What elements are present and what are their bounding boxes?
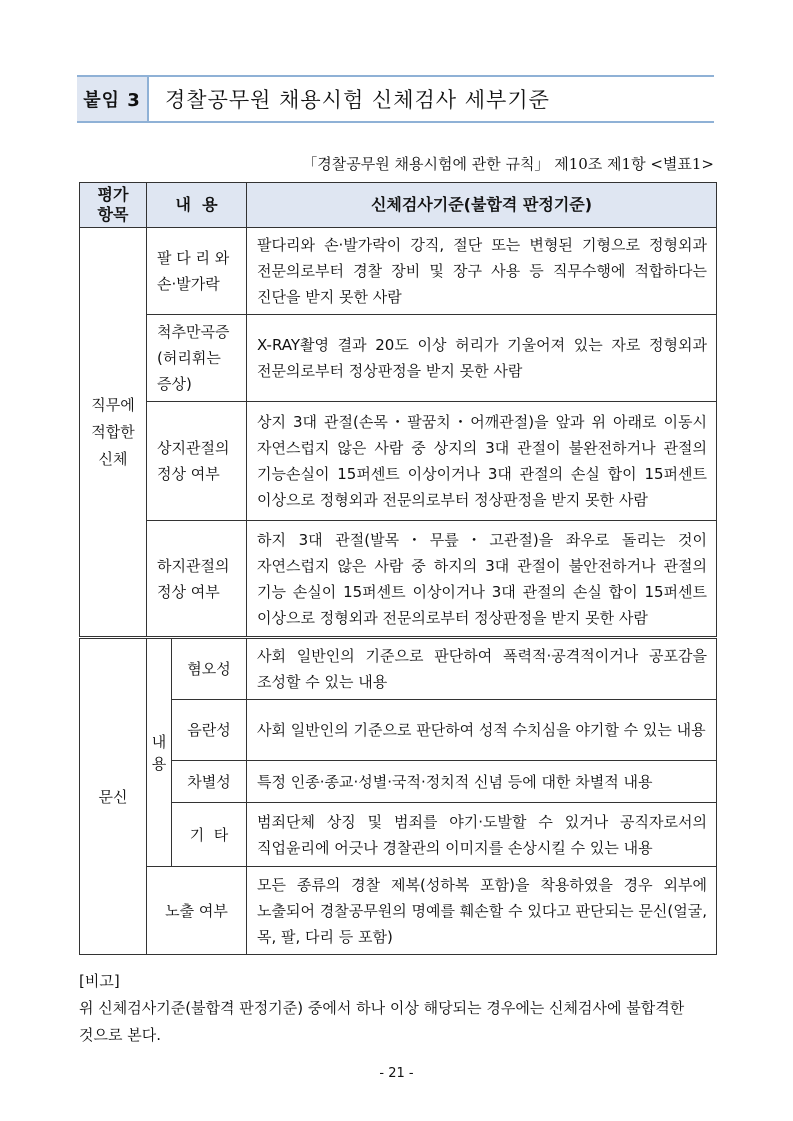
page-number: - 21 - <box>379 1066 414 1081</box>
table-row <box>80 638 717 700</box>
header-category-line1: 평가 <box>97 185 129 204</box>
criteria-obscene: 사회 일반인의 기준으로 판단하여 성적 수치심을 야기할 수 있는 내용 <box>247 700 717 761</box>
group-duty-line3: 신체 <box>98 449 128 468</box>
table-row <box>80 228 717 315</box>
table-row <box>80 867 717 955</box>
tattoo-content-char2: 용 <box>151 754 167 773</box>
table-row <box>80 521 717 638</box>
header-category <box>80 183 147 228</box>
group-duty-line1: 직무에 <box>91 395 135 414</box>
item-discriminatory: 차별성 <box>172 761 247 803</box>
criteria-other: 범죄단체 상징 및 범죄를 야기·도발할 수 있거나 공직자로서의 직업윤리에 어긋나 경찰관의 이미지를 손상시킬 수 있는 내용 <box>247 803 717 867</box>
group-tattoo: 문신 <box>80 638 147 955</box>
remarks-text: 위 신체검사기준(불합격 판정기준) 중에서 하나 이상 해당되는 경우에는 신체검사에 불합격한 것으로 본다. <box>79 999 685 1044</box>
regulation-reference: 「경찰공무원 채용시험에 관한 규칙」 제10조 제1항 <별표1> <box>302 155 714 173</box>
criteria-upper-joints: 상지 3대 관절(손목・팔꿈치・어깨관절)을 앞과 위 아래로 이동시 자연스럽지 않은 사람 중 상지의 3대 관절이 불완전하거나 관절의 기능손실이 15퍼센트 이상이거나 3대 관절의 손실 합이 15퍼센트 이상으로 정형외과 전문의로부터 정상판정을 받지 못한 사람 <box>247 402 717 521</box>
attachment-label: 붙임 3 <box>77 77 149 121</box>
tattoo-content-label <box>147 638 172 867</box>
remarks-title: [비고] <box>79 972 120 990</box>
item-lower-joints: 하지관절의 정상 여부 <box>147 521 247 638</box>
table-row <box>80 803 717 867</box>
item-other: 기 타 <box>172 803 247 867</box>
item-upper-joints: 상지관절의 정상 여부 <box>147 402 247 521</box>
table-row <box>80 700 717 761</box>
group-duty-fitness <box>80 228 147 638</box>
criteria-limbs: 팔다리와 손·발가락이 강직, 절단 또는 변형된 기형으로 정형외과 전문의로부터 경찰 장비 및 장구 사용 등 직무수행에 적합하다는 진단을 받지 못한 사람 <box>247 228 717 315</box>
item-offensive: 혐오성 <box>172 638 247 700</box>
criteria-exposure: 모든 종류의 경찰 제복(성하복 포함)을 착용하였을 경우 외부에 노출되어 경찰공무원의 명예를 훼손할 수 있다고 판단되는 문신(얼굴, 목, 팔, 다리 등 포함) <box>247 867 717 955</box>
table-row <box>80 315 717 402</box>
criteria-scoliosis: X-RAY촬영 결과 20도 이상 허리가 기울어져 있는 자로 정형외과 전문의로부터 정상판정을 받지 못한 사람 <box>247 315 717 402</box>
criteria-offensive: 사회 일반인의 기준으로 판단하여 폭력적·공격적이거나 공포감을 조성할 수 있는 내용 <box>247 638 717 700</box>
attachment-header <box>77 75 714 123</box>
table-header-row <box>80 183 717 228</box>
group-duty-line2: 적합한 <box>91 422 135 441</box>
table-row <box>80 402 717 521</box>
header-content: 내 용 <box>147 183 247 228</box>
item-exposure: 노출 여부 <box>147 867 247 955</box>
header-criteria: 신체검사기준(불합격 판정기준) <box>247 183 717 228</box>
criteria-discriminatory: 특정 인종·종교·성별·국적·정치적 신념 등에 대한 차별적 내용 <box>247 761 717 803</box>
document-title: 경찰공무원 채용시험 신체검사 세부기준 <box>165 88 550 112</box>
header-category-line2: 항목 <box>97 205 129 224</box>
tattoo-content-char1: 내 <box>151 732 167 751</box>
table-row <box>80 761 717 803</box>
physical-exam-criteria-table <box>79 182 717 955</box>
item-scoliosis: 척추만곡증 (허리휘는 증상) <box>147 315 247 402</box>
item-limbs: 팔 다 리 와 손·발가락 <box>147 228 247 315</box>
criteria-lower-joints: 하지 3대 관절(발목・무릎・고관절)을 좌우로 돌리는 것이 자연스럽지 않은 사람 중 하지의 3대 관절이 불안전하거나 관절의 기능 손실이 15퍼센트 이상이거나 3대 관절의 손실 합이 15퍼센트 이상으로 정형외과 전문의로부터 정상판정을 받지 못한 사람 <box>247 521 717 638</box>
item-obscene: 음란성 <box>172 700 247 761</box>
remarks <box>79 968 719 1049</box>
